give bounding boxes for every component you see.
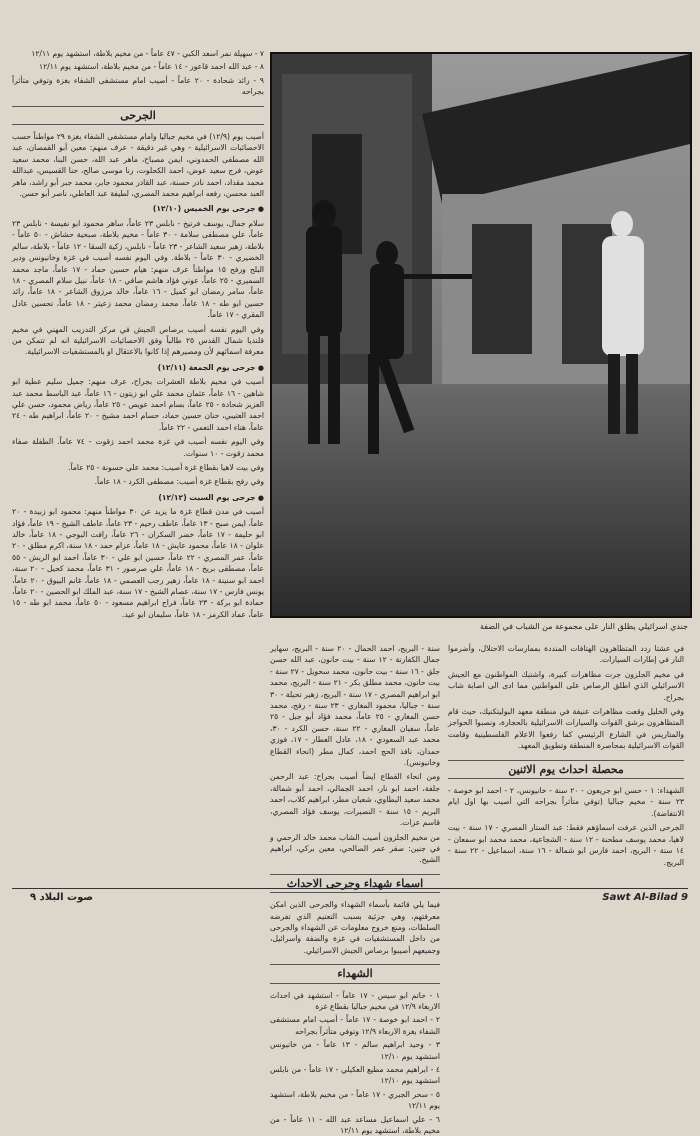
list-item: ٥ - سحر الجبري - ١٧ عاماً - من مخيم بلاطة، استشهد يوم ١٢/١١ [270, 1089, 440, 1111]
list-item: ١ - حاتم ابو سيس - ١٧ عاماً - استشهد في احداث الاربعاء ١٢/٩ في مخيم جباليا بقطاع غزة [270, 990, 440, 1011]
paragraph: وفي رفح بقطاع غزة أصيب: مصطفى الكرد - ١٨ عاماً. [94, 477, 264, 487]
left-column [12, 48, 264, 886]
section-heading-monday: محصلة احداث يوم الاثنين [448, 760, 684, 779]
list-item: ٧ - سهيلة نمر اسعد الكبي - ٤٧ عاماً - من مخيم بلاطة، استشهد يوم ١٢/١١ [31, 49, 264, 58]
paragraph: في عشتا ردد المتظاهرون الهتافات المنددة بممارسات الاحتلال، وأضرموا النار في إطارات السيارات. [448, 644, 684, 665]
paragraph: أصيب في مخيم بلاطة العشرات بجراح، عرف منهم: جميل سليم عطية ابو شاهين - ١٦ عاماً، عثمان محمد علي ابو زيتون - ١٦ عاماً، عبد الباسط محمد عبد العزيز شحادة - ٢٥ عاماً، بسام احمد عويص - ٢٥ عاماً، رياض محمود، حسن علي احمد العتيبي، حنان حسين حماد، حسام احمد مشيخ - ٢٠ عاماً، ابراهيم طه - ٢٤ عاماً، هناء احمد التعمي - ٢٢ عاماً. [12, 377, 264, 432]
martyrs-list [270, 990, 440, 1136]
paragraph: سنة - البريج، احمد الحمال - ٢٠ سنة - البريج، سهاير جمال الكفارنة - ١٢ سنة - بيت حانون، عبد الله حسن جلق - ١٦ سنة - بيت حانون، محمد سحويل - ٢٧ سنة - بيت حانون، محمد مطلق بكر - ٢١ سنة - البريج، محمد ابو ابراهيم المصري - ١٧ سنة - البريج، زهير تحيلة - ٣٠ سنة - جباليا، محمود المغاري - ٢٣ سنة - رفح، محمد حسن المغاري - ٢٥ عاماً، محمد فؤاد أبو جبل - ٢٥ عاماً، سفيان المغاري - ٢٢ سنة، حسن الكرد - ٣٠، محمد عبد السعودي - ١٨، عادل العطار - ١٧، فوزي حمدان، نافذ الحج احمد، كمال مطر (انحاء القطاع وخانيونس). [270, 644, 440, 768]
footer-divider [12, 888, 688, 889]
paragraph: من مخيم الجلزون أصيب الشاب محمد خالد الرحمي و في جنين: صقر عمر الصالحي، معين بركي، ابراهيم الشيخ. [270, 832, 440, 865]
footer-page-label-latin: Sawt Al-Bilad 9 [602, 892, 688, 903]
right-column [448, 643, 684, 886]
list-item: ٨ - عبد الله احمد قاعور - ١٤ عاماً - من مخيم بلاطة، استشهد يوم ١٢/١١ [38, 62, 264, 72]
paragraph: أصيب في مدن قطاع غزة ما يزيد عن ٣٠ مواطناً منهم: محمود ابو زبيدة - ٢٠ عاماً، ايمن صبح - ١٣ عاماً، عاطف رحيم - ٢٣ عاماً، عاطف الشيخ - ١٩ عاماً، فؤاد ابو حليمة - ١٧ عاماً، خضر السكران - ٢٦ عاماً، رافت البوجي - ١٨ عاماً، خالد علوان - ١٨ عاماً، محمود عايش - ١٨ عاماً، عزام حمد - ١٨ سنة، اكرم مطلق - ٢٠ عاماً، عمر المصري - ٢٢ عاماً، حسين ابو علي - ٣٠ عاماً، احمد ابو الريش - ٥٥ عاماً، مصطفى بريخ - ١٨ عاماً، علي صرصور - ٣١ عاماً، محمد كحيل - ٢٠ سنة، احمد ابو سنينة - ١٨ عاماً، زهير رجب العصمي - ١٨ عاماً، غانم البيوق - ٢٠ عاماً، يونس فارس - ١٧ سنة، عصام الشيخ - ١٧ سنة، عبد الملك ابو الحصين - ٢٠ عاماً، حمادة ابو بركة - ٢٣ عاماً، فراج ابراهيم مسعود - ٥٠ عاماً، محمد ابو طه - ١٥ عاماً، عماد الكرمز - ١٨ عاماً، سليمان ابو عيد. [12, 507, 265, 619]
list-item: ٤ - ابراهيم محمد مطيع العكيلي - ١٧ عاماً - من نابلس استشهد يوم ١٢/١٠ [270, 1065, 440, 1086]
section-heading-martyrs-and-wounded: اسماء شهداء وجرحى الاحداث [270, 874, 440, 893]
paragraph: في مخيم الجلزون جرت مظاهرات كبيرة، واشتبك المواطنون مع الجيش الاسرائيلي الذي اطلق الرصاص على المواطنين مما ادى الى اصابة شاب بجراح. [448, 669, 684, 702]
list-item: ٣ - وحيد ابراهيم سالم - ١٣ عاماً - من خانيونس استشهد يوم ١٢/١٠ [270, 1040, 440, 1061]
paragraph: وفي اليوم نفسه أصيب برصاص الجيش في مركز التدريب المهني في مخيم قلنديا شمال القدس ٢٥ طالباً وفق الاحصائيات الاسرائيلية انه لم تتمكن من معرفة اسمائهم لأن ومصيرهم إذا كانوا بالاعتقال او بالمستشفيات الاسرائيلية. [12, 324, 264, 357]
paragraph: ومن انحاء القطاع ايضاً أصيب بجراح: عبد الرحمن جلفة، احمد ابو نار، احمد الجمالي، احمد أبو شمالة، محمد سعيد البطاوي، شعبان مطر، ابراهيم كلاب، احمد البريم - ١٥ سنة - النصيرات، يوسف فؤاد المصري، قاسم عزات. [270, 772, 441, 828]
paragraph: فيما يلي قائمة بأسماء الشهداء والجرحى الذين امكن معرفتهم، وهي جزئية بسبب التعتيم الذي تفرضه السلطات، ومنع خروج معلومات عن الشهداء والجرحى من داخل المستشفيات في غزة والضفة واسرائيل، وجميعهم أصيبوا برصاص الجيش الاسرائيلي. [270, 900, 440, 955]
paragraph: الجرحى الذين عرفت اسماؤهم فقط: عبد الستار المصري - ١٧ سنة - بيت لاهيا، محمد يوسف مطحنة - ١٢ سنة - الشجاعية، محمد محمد ابو سمعان - ١٤ سنة - البريج، احمد فارس ابو شمالة - ١٦ سنة، اسماعيل - ٢٢ سنة - البريج. [448, 823, 684, 867]
list-item: ٦ - علي اسماعيل مساعد عبد الله - ١١ عاماً - من مخيم بلاطة، استشهد يوم ١٢/١١ [270, 1114, 441, 1136]
subheading-thursday: ● جرحى يوم الخميس (١٢/١٠) [12, 203, 264, 215]
paragraph: وفي اليوم نفسه أصيب في غزة محمد احمد زقوت - ٧٤ عاماً. الطفلة صفاء محمد زقوت - ١٠ سنوات. [12, 437, 264, 458]
section-heading-martyrs: الشهداء [270, 964, 440, 983]
paragraph: سلام جمال، يوسف فرتيخ - نابلس ٢٣ عاماً، ساهر محمود ابو نفيسة - نابلس ٢٣ عاماً، علي مصطفى سلامة - ٣٠ عاماً - مخيم بلاطة، صبحية حشاش - ٥٠ عاماً - بلاطة، زهير سعيد الشاعر - ٢٣ عاماً - نابلس، زكية السقا - ١٢ عاماً - بلاطة، سالم الخضيري - ٣٠ عاماً - بلاطة. وفي اليوم نفسه أصيب في غزة وخانيونس ودير البلح ورفح ١٥ مواطناً عرف منهم: هيام حسين حماد - ١٧ عاماً، ماجد محمد السميري - ٢٥ عاماً، عوني فؤاد هاشم صافي - ١٨ عاماً، نبيل سلام المصري - ١٨ عاماً، سامر رمضان ابو كميل - ١٦ عاماً، خالد مرزوق الشاعر - ١٨ عاماً، رائد حسين ابو طه - ١٨ عاماً، محمد رمضان محمد زعيتر - ١٨ عاماً، تحسين عادل المقري - ١٧ عاماً. [12, 218, 265, 320]
list-item: ٢ - احمد ابو خوصة - ١٧ عاماً - أصيب امام مستشفى الشفاء بغزة الاربعاء ١٢/٩ وتوفي متأثراً بجراحه [270, 1015, 440, 1036]
middle-column [270, 643, 441, 1136]
subheading-saturday: ● جرحى يوم السبت (١٢/١٢) [12, 492, 264, 504]
photo-illustration [272, 54, 690, 616]
photo-caption: جندي اسرائيلي يطلق النار على مجموعة من الشباب في الضفة [479, 622, 688, 631]
paragraph: وفي بيت لاهيا بقطاع غزة أصيب: محمد علي حسونة - ٢٥ عاماً. [68, 463, 264, 472]
paragraph: الشهداء: ١ - حسن ابو جريعون - ٢٠ سنة - خانيونس، ٢ - احمد ابو خوصة - ٢٣ سنة - مخيم جباليا (توفي متأثراً بجراحه التي أصيب بها اول ايام الانتفاضة). [448, 786, 684, 818]
subheading-friday: ● جرحى يوم الجمعة (١٢/١١) [12, 362, 264, 374]
list-item: ٩ - رائد شحادة - ٢٠ عاماً - أصيب امام مستشفى الشفاء بغزة وتوفي متأثراً بجراحه [12, 75, 264, 97]
section-heading-wounded: الجرحى [12, 106, 264, 125]
footer-page-label-arabic: صوت البلاد ٩ [30, 892, 94, 903]
wounded-intro: أصيب يوم (١٢/٩) في مخيم جباليا وامام مستشفى الشفاء بغزة ٢٩ مواطناً حسب الاحصائيات الاسرائيلية - وهي غير دقيقة - عرف منهم: معين أبو القمصان، عبد الله مصطفى الحمدوني، ايمن مصباح، ماهر عبد الله، حسن البنا، محمد سعيد عوض، فرج سعيد عوض، احمد الكحلوت، رنا موسى صالح، حنا القسيس، عبدالله محمد مقداد، احمد نادر حسنة، عبد القادر محمود جابر، محمد جبر أبو راشد، ماهر العبد محسن، رفعه ابراهيم محمد المصري، لطيفة عبد العاطي، ناصر أبو حسن. [12, 132, 264, 199]
news-photo [270, 52, 692, 618]
martyrs-list-continued [12, 48, 264, 98]
paragraph: وفي الخليل وقعت مظاهرات عنيفة في منطقة معهد البوليتكنيك، حيث قام المتظاهرون برشق القوات والسيارات الاسرائيلية بالحجارة، ونصبوا الحواجز والمتاريس في الشارع الرئيسي كما رفعوا الاعلام الفلسطينية وقامت القوات الاسرائيلية بمحاصرة المنطقة وتطويق المعهد. [448, 707, 684, 751]
